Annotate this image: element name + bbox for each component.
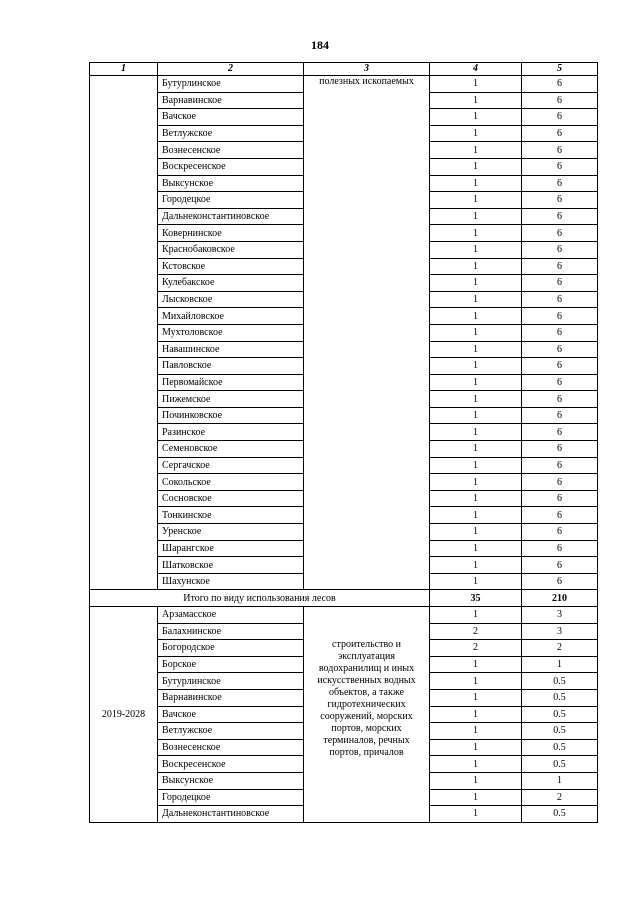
purpose-cell: полезных ископаемых: [304, 76, 430, 590]
area-cell: 6: [522, 407, 598, 424]
area-cell: 0.5: [522, 689, 598, 706]
area-cell: 6: [522, 358, 598, 375]
count-cell: 1: [430, 739, 522, 756]
forestry-name: Тонкинское: [158, 507, 304, 524]
area-cell: 6: [522, 374, 598, 391]
total-label: Итого по виду использования лесов: [90, 590, 430, 607]
column-header-5: 5: [522, 63, 598, 76]
count-cell: 1: [430, 806, 522, 823]
forestry-name: Варнавинское: [158, 92, 304, 109]
count-cell: 1: [430, 208, 522, 225]
area-cell: 3: [522, 623, 598, 640]
forestry-name: Выксунское: [158, 772, 304, 789]
forestry-name: Павловское: [158, 358, 304, 375]
count-cell: 1: [430, 258, 522, 275]
area-cell: 6: [522, 391, 598, 408]
count-cell: 1: [430, 275, 522, 292]
area-cell: 6: [522, 258, 598, 275]
count-cell: 1: [430, 689, 522, 706]
total-row: [90, 590, 598, 607]
area-cell: 6: [522, 158, 598, 175]
forestry-name: Вознесенское: [158, 739, 304, 756]
count-cell: 1: [430, 441, 522, 458]
area-cell: 1: [522, 772, 598, 789]
count-cell: 1: [430, 457, 522, 474]
area-cell: 6: [522, 92, 598, 109]
count-cell: 1: [430, 374, 522, 391]
count-cell: 1: [430, 772, 522, 789]
table-row: [90, 76, 598, 93]
area-cell: 6: [522, 507, 598, 524]
forestry-name: Вачское: [158, 706, 304, 723]
purpose-cell: [304, 607, 430, 823]
area-cell: 6: [522, 308, 598, 325]
count-cell: 1: [430, 158, 522, 175]
forestry-name: Бутурлинское: [158, 76, 304, 93]
forestry-name: Выксунское: [158, 175, 304, 192]
forestry-name: Семеновское: [158, 441, 304, 458]
count-cell: 1: [430, 241, 522, 258]
forestry-name: Кулебакское: [158, 275, 304, 292]
forestry-name: Шатковское: [158, 557, 304, 574]
table-row: [90, 607, 598, 624]
forestry-name: Краснобаковское: [158, 241, 304, 258]
count-cell: 1: [430, 673, 522, 690]
count-cell: 1: [430, 407, 522, 424]
count-cell: 1: [430, 192, 522, 209]
area-cell: 0.5: [522, 739, 598, 756]
area-cell: 6: [522, 441, 598, 458]
forestry-name: Ковернинское: [158, 225, 304, 242]
area-cell: 6: [522, 457, 598, 474]
purpose-text: строительство и эксплуатация водохранилищ и иных искусственных водных объектов, а также гидротехнических сооружений, морских портов, морских терминалов, речных портов, причалов: [317, 639, 416, 759]
count-cell: 1: [430, 789, 522, 806]
area-cell: 6: [522, 109, 598, 126]
forestry-name: Сокольское: [158, 474, 304, 491]
area-cell: 6: [522, 125, 598, 142]
forestry-name: Городецкое: [158, 192, 304, 209]
area-cell: 0.5: [522, 756, 598, 773]
forestry-name: Лысковское: [158, 291, 304, 308]
count-cell: 2: [430, 623, 522, 640]
count-cell: 1: [430, 308, 522, 325]
forestry-name: Варнавинское: [158, 689, 304, 706]
count-cell: 1: [430, 341, 522, 358]
count-cell: 1: [430, 358, 522, 375]
forestry-name: Богородское: [158, 640, 304, 657]
forestry-name: Мухтоловское: [158, 324, 304, 341]
page-number: 184: [311, 38, 329, 52]
forestry-name: Шахунское: [158, 573, 304, 590]
count-cell: 1: [430, 175, 522, 192]
count-cell: 1: [430, 291, 522, 308]
column-header-1: 1: [90, 63, 158, 76]
area-cell: 2: [522, 789, 598, 806]
total-count: 35: [430, 590, 522, 607]
area-cell: 6: [522, 142, 598, 159]
count-cell: 1: [430, 92, 522, 109]
forestry-name: Починковское: [158, 407, 304, 424]
area-cell: 6: [522, 424, 598, 441]
area-cell: 6: [522, 540, 598, 557]
area-cell: 6: [522, 324, 598, 341]
count-cell: 1: [430, 424, 522, 441]
area-cell: 1: [522, 656, 598, 673]
count-cell: 1: [430, 225, 522, 242]
count-cell: 1: [430, 507, 522, 524]
forestry-name: Кстовское: [158, 258, 304, 275]
area-cell: 0.5: [522, 706, 598, 723]
forestry-name: Ветлужское: [158, 125, 304, 142]
forestry-name: Вознесенское: [158, 142, 304, 159]
area-cell: 6: [522, 76, 598, 93]
count-cell: 1: [430, 76, 522, 93]
forestry-name: Дальнеконстантиновское: [158, 208, 304, 225]
count-cell: 1: [430, 324, 522, 341]
area-cell: 6: [522, 573, 598, 590]
forestry-name: Ветлужское: [158, 723, 304, 740]
count-cell: 1: [430, 756, 522, 773]
area-cell: 0.5: [522, 806, 598, 823]
area-cell: 6: [522, 341, 598, 358]
forestry-name: Бутурлинское: [158, 673, 304, 690]
forestry-name: Городецкое: [158, 789, 304, 806]
area-cell: 6: [522, 490, 598, 507]
count-cell: 1: [430, 490, 522, 507]
area-cell: 6: [522, 524, 598, 541]
area-cell: 6: [522, 557, 598, 574]
forestry-name: Михайловское: [158, 308, 304, 325]
area-cell: 6: [522, 275, 598, 292]
column-header-3: 3: [304, 63, 430, 76]
period-cell: 2019-2028: [90, 607, 158, 823]
count-cell: 1: [430, 573, 522, 590]
count-cell: 1: [430, 125, 522, 142]
forestry-name: Разинское: [158, 424, 304, 441]
forestry-name: Воскресенское: [158, 158, 304, 175]
period-cell: [90, 76, 158, 590]
column-header-4: 4: [430, 63, 522, 76]
header-row: [90, 63, 598, 76]
count-cell: 1: [430, 109, 522, 126]
forestry-name: Шарангское: [158, 540, 304, 557]
forestry-name: Уренское: [158, 524, 304, 541]
column-header-2: 2: [158, 63, 304, 76]
forestry-name: Вачское: [158, 109, 304, 126]
forestry-name: Борское: [158, 656, 304, 673]
area-cell: 3: [522, 607, 598, 624]
forestry-name: Пижемское: [158, 391, 304, 408]
area-cell: 6: [522, 291, 598, 308]
forestry-name: Воскресенское: [158, 756, 304, 773]
forestry-name: Дальнеконстантиновское: [158, 806, 304, 823]
area-cell: 0.5: [522, 723, 598, 740]
count-cell: 1: [430, 142, 522, 159]
area-cell: 6: [522, 474, 598, 491]
count-cell: 1: [430, 391, 522, 408]
forestry-name: Сергачское: [158, 457, 304, 474]
forestry-name: Сосновское: [158, 490, 304, 507]
area-cell: 2: [522, 640, 598, 657]
area-cell: 6: [522, 225, 598, 242]
total-area: 210: [522, 590, 598, 607]
forestry-name: Балахнинское: [158, 623, 304, 640]
area-cell: 0.5: [522, 673, 598, 690]
count-cell: 1: [430, 524, 522, 541]
forestry-name: Арзамасское: [158, 607, 304, 624]
count-cell: 1: [430, 540, 522, 557]
area-cell: 6: [522, 241, 598, 258]
count-cell: 1: [430, 557, 522, 574]
count-cell: 1: [430, 706, 522, 723]
forestry-name: Первомайское: [158, 374, 304, 391]
count-cell: 2: [430, 640, 522, 657]
area-cell: 6: [522, 192, 598, 209]
area-cell: 6: [522, 208, 598, 225]
area-cell: 6: [522, 175, 598, 192]
forest-use-table: [89, 62, 598, 823]
count-cell: 1: [430, 723, 522, 740]
count-cell: 1: [430, 656, 522, 673]
count-cell: 1: [430, 607, 522, 624]
forestry-name: Навашинское: [158, 341, 304, 358]
count-cell: 1: [430, 474, 522, 491]
